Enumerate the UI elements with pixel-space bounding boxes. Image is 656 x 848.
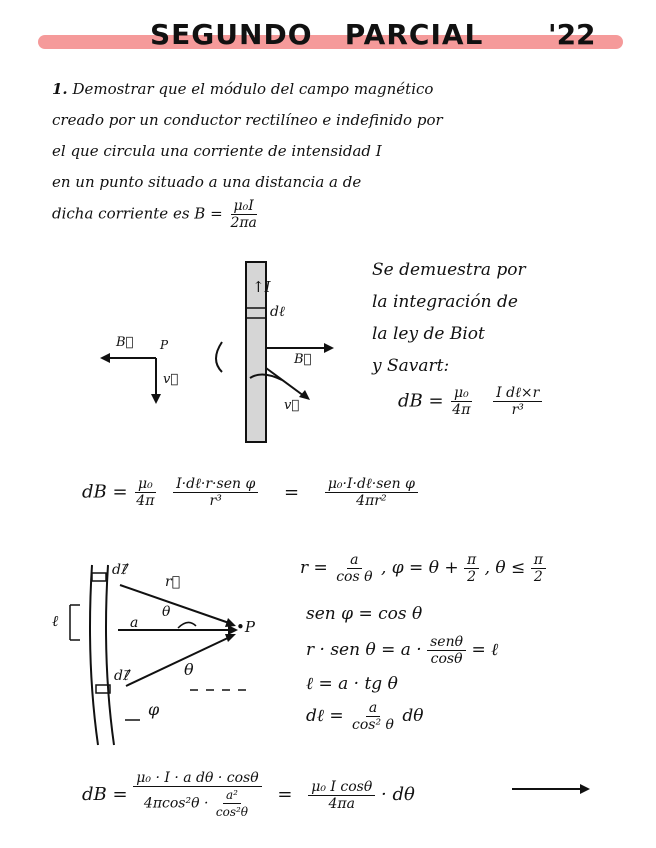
- eq3-num2: μ₀ I cosθ: [308, 779, 375, 796]
- year-label: '22: [548, 18, 596, 51]
- rel-rsen-rhs: = ℓ: [471, 640, 499, 660]
- dl-label: dℓ: [270, 304, 285, 320]
- eq2-num2: I·dℓ·r·sen φ: [173, 476, 258, 493]
- rel-rsen-den: cosθ: [430, 651, 463, 667]
- rel-pi-num: π: [464, 552, 479, 569]
- eq3-num1: μ₀ · I · a dθ · cosθ: [133, 770, 261, 787]
- rel-dl-lhs: dℓ =: [306, 706, 344, 726]
- eq3-equals: =: [277, 784, 293, 805]
- curved-wire-left: [90, 565, 98, 745]
- eq3-den1-num: a²: [223, 787, 241, 804]
- rel-r-lhs: r =: [300, 558, 328, 578]
- eq3-den1-den: cos²θ: [215, 805, 249, 819]
- bs-num1: μ₀: [451, 385, 472, 402]
- eq3-den1a: 4πcos²θ ·: [143, 795, 213, 812]
- bs-lhs: dB =: [398, 390, 444, 412]
- eq2-num3: μ₀·I·dℓ·sen φ: [325, 476, 418, 493]
- eq3-lhs: dB =: [82, 784, 128, 805]
- rel-rsen-num: senθ: [427, 634, 466, 651]
- rotation-arrow: [216, 342, 222, 372]
- relation-rsen: [306, 634, 498, 667]
- b-formula-den: 2πa: [230, 215, 257, 231]
- eq2-lhs: dB =: [82, 481, 128, 503]
- current-label: ↑I: [252, 278, 271, 296]
- biot-savart-equation: [398, 385, 542, 418]
- bs-num2: I dℓ×r: [493, 385, 542, 402]
- bs-line-4: y Savart:: [372, 356, 450, 376]
- curved-wire-right: [106, 565, 114, 745]
- a-label: a: [130, 615, 139, 631]
- theta2-label: θ: [184, 660, 194, 679]
- rel-rsen-lhs: r · sen θ = a ·: [306, 640, 428, 660]
- equation-2: [82, 476, 418, 509]
- problem-line-5: dicha corriente es B =: [52, 204, 223, 223]
- b-formula-num: μ₀I: [231, 198, 257, 215]
- rel-theta: , θ ≤: [484, 558, 531, 578]
- page-title: SEGUNDO PARCIAL: [150, 18, 484, 51]
- eq3-tail: · dθ: [381, 784, 415, 805]
- dl-bottom-label: dℓ⃗: [114, 668, 129, 684]
- v-label-right: v⃗: [284, 398, 300, 413]
- bs-den2: r³: [511, 402, 524, 418]
- relation-dl: [306, 700, 424, 733]
- equation-3: [82, 770, 415, 820]
- rel-pi-num-2: π: [531, 552, 546, 569]
- bs-den1: 4π: [452, 402, 471, 418]
- l-label: ℓ: [52, 612, 59, 630]
- rel-dl-rhs: dθ: [402, 706, 424, 726]
- relation-r: [300, 552, 546, 585]
- eq2-den1: 4π: [136, 493, 155, 509]
- b-label-left: B⃗: [116, 335, 134, 350]
- rel-pi-den: 2: [467, 569, 477, 585]
- problem-line-3: el que circula una corriente de intensidad I: [52, 142, 382, 160]
- rel-dl-num: a: [366, 700, 380, 717]
- p-label: P: [160, 338, 169, 352]
- dl-top-label: dℓ⃗: [112, 562, 127, 578]
- v-label-left: v⃗: [163, 372, 179, 387]
- problem-line-2: creado por un conductor rectilíneo e indefinido por: [52, 111, 443, 129]
- r-vector-lower: [126, 636, 232, 686]
- problem-line-4: en un punto situado a una distancia a de: [52, 173, 362, 191]
- bs-line-3: la ley de Biot: [372, 324, 485, 344]
- rel-pi-den-2: 2: [533, 569, 543, 585]
- theta-label: θ: [162, 604, 171, 620]
- biot-savart-text: [372, 254, 526, 382]
- r-label: r⃗: [165, 574, 181, 590]
- phi-label: φ: [148, 700, 160, 719]
- problem-line-1: Demostrar que el módulo del campo magnético: [72, 80, 434, 98]
- eq2-den2: r³: [209, 493, 222, 509]
- bs-line-2: la integración de: [372, 292, 518, 312]
- rel-r-den: cos θ: [336, 569, 373, 585]
- v-vector-diag: [266, 368, 304, 396]
- relation-sen: sen φ = cos θ: [306, 604, 423, 624]
- eq2-equals: =: [283, 481, 300, 503]
- relation-l: ℓ = a · tg θ: [306, 674, 398, 694]
- rel-phi: , φ = θ +: [380, 558, 464, 578]
- rel-r-num: a: [347, 552, 361, 569]
- eq3-den2: 4πa: [328, 795, 355, 812]
- p-point-label: •P: [236, 618, 255, 636]
- rel-dl-den: cos² θ: [352, 717, 394, 733]
- problem-number: 1.: [52, 80, 68, 98]
- eq2-num1: μ₀: [135, 476, 156, 493]
- b-label-right: B⃗: [294, 352, 312, 367]
- bs-line-1: Se demuestra por: [372, 260, 526, 280]
- eq2-den3: 4πr²: [356, 493, 387, 509]
